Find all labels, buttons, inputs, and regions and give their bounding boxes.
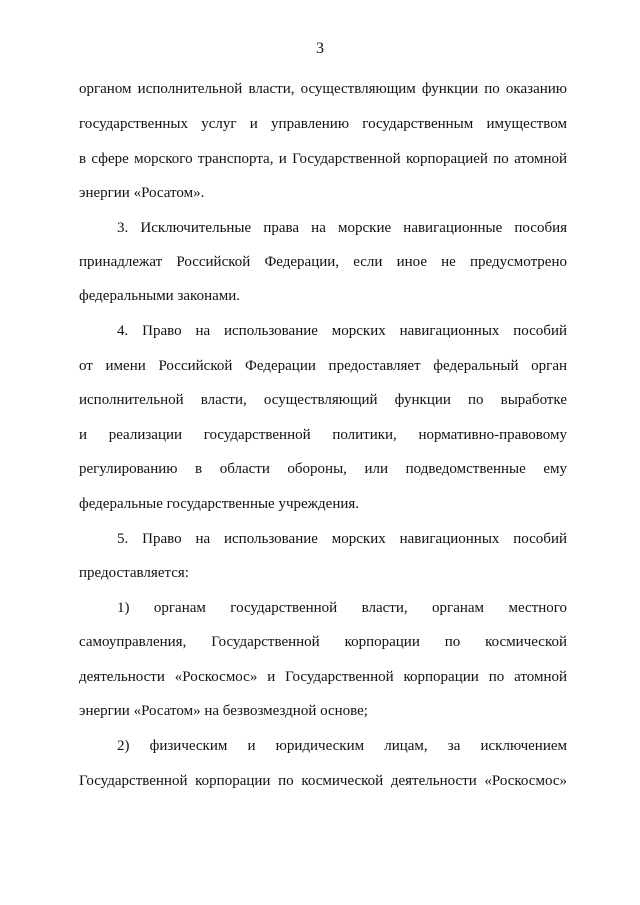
paragraph-line: деятельности «Роскосмос» и Государственной корпорации по атомной — [79, 669, 567, 685]
paragraph-line: предоставляется: — [79, 565, 189, 581]
paragraph-line: федеральные государственные учреждения. — [79, 496, 360, 512]
paragraph-line: органом исполнительной власти, осуществляющим функции по оказанию — [79, 81, 567, 97]
paragraph-line: исполнительной власти, осуществляющий функции по выработке — [79, 392, 567, 408]
paragraph-line: государственных услуг и управлению государственным имуществом — [79, 116, 567, 132]
paragraph-line: и реализации государственной политики, нормативно-правовому — [79, 427, 567, 443]
paragraph-line: в сфере морского транспорта, и Государственной корпорацией по атомной — [79, 151, 567, 167]
paragraph-line: Государственной корпорации по космической деятельности «Роскосмос» — [79, 773, 567, 789]
paragraph-line: регулированию в области обороны, или подведомственные ему — [79, 461, 567, 477]
paragraph-line: 4. Право на использование морских навигационных пособий — [117, 323, 567, 339]
page-number: 3 — [316, 40, 324, 57]
paragraph-line: 2) физическим и юридическим лицам, за исключением — [117, 738, 567, 754]
paragraph-line: энергии «Росатом». — [79, 185, 205, 201]
paragraph-line: самоуправления, Государственной корпорации по космической — [79, 634, 567, 650]
paragraph-line: от имени Российской Федерации предоставляет федеральный орган — [79, 358, 567, 374]
paragraph-line: федеральными законами. — [79, 288, 241, 304]
paragraph-line: 5. Право на использование морских навигационных пособий — [117, 531, 567, 547]
paragraph-line: энергии «Росатом» на безвозмездной основе; — [79, 703, 368, 719]
paragraph-line: принадлежат Российской Федерации, если иное не предусмотрено — [79, 254, 567, 270]
paragraph-line: 1) органам государственной власти, органам местного — [117, 600, 567, 616]
paragraph-line: 3. Исключительные права на морские навигационные пособия — [117, 220, 567, 236]
